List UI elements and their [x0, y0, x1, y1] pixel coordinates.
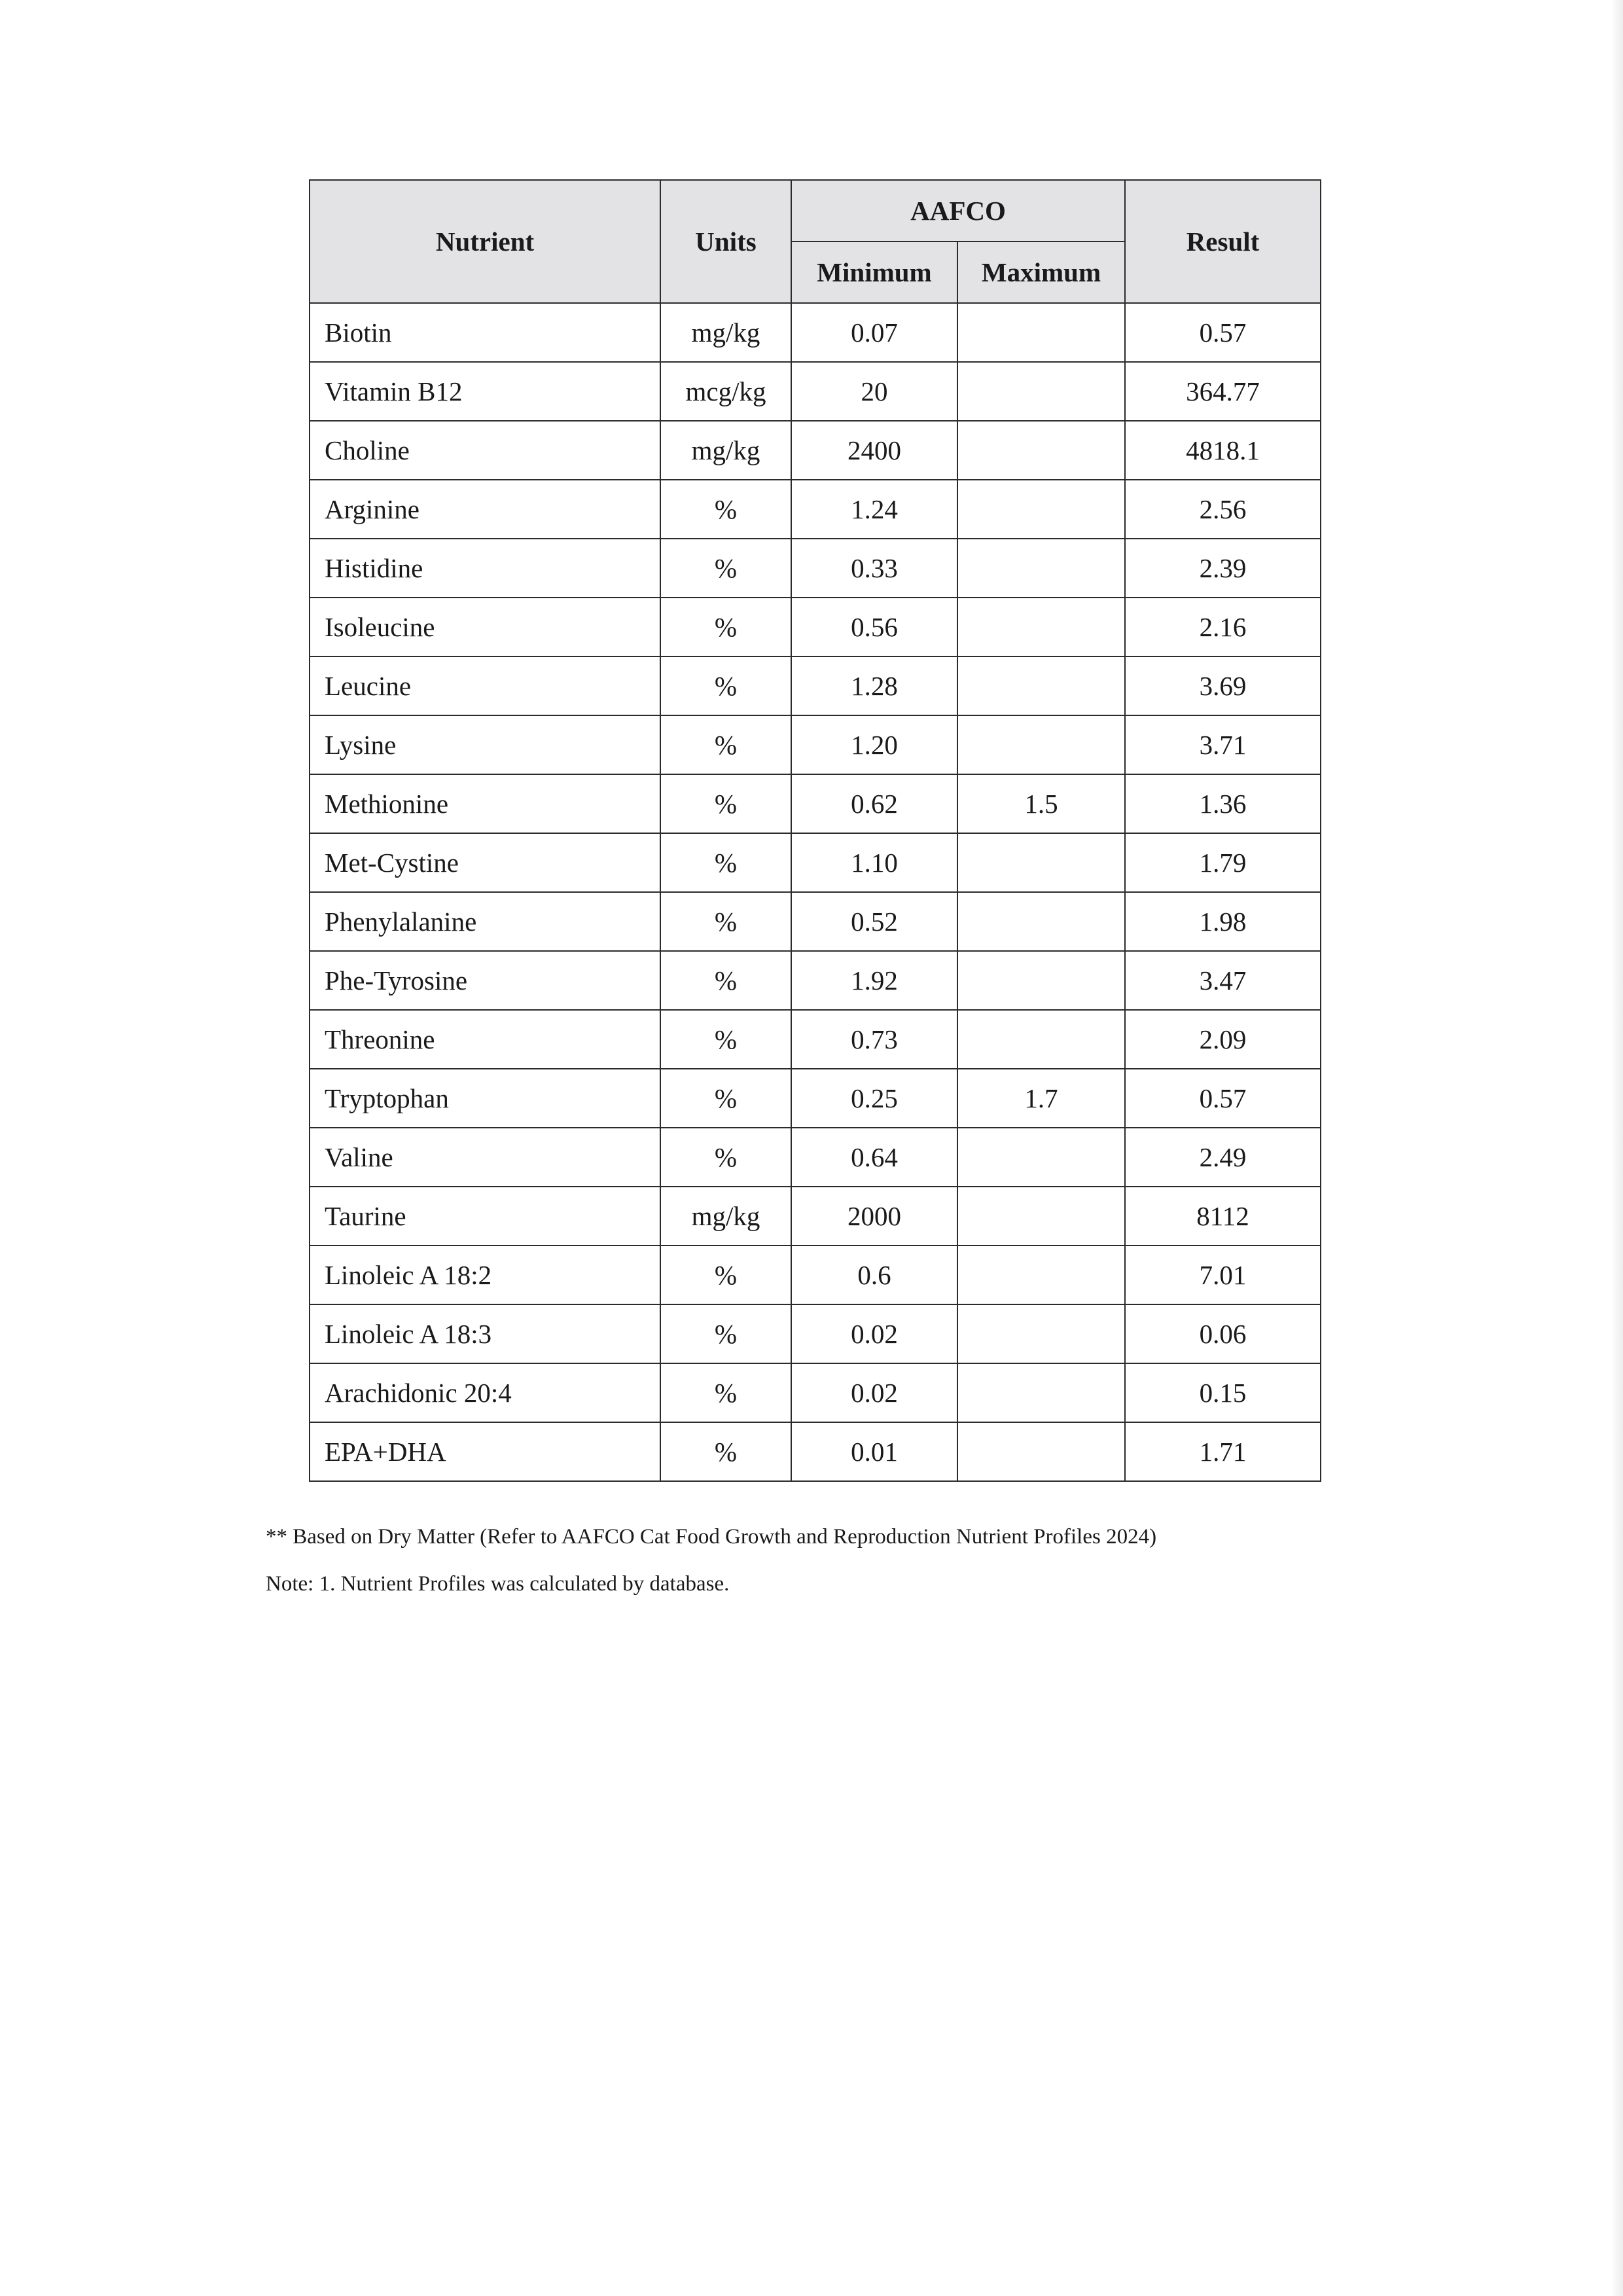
table-row: [310, 951, 1321, 1010]
table-header: [310, 180, 1321, 303]
cell-units: %: [660, 656, 791, 715]
cell-minimum: 20: [791, 362, 957, 421]
cell-maximum: [957, 1010, 1125, 1069]
table-row: [310, 892, 1321, 951]
table-row: [310, 1128, 1321, 1187]
cell-result: 2.49: [1125, 1128, 1321, 1187]
cell-nutrient: Biotin: [310, 303, 660, 362]
cell-maximum: [957, 892, 1125, 951]
cell-minimum: 1.24: [791, 480, 957, 539]
table-row: [310, 774, 1321, 833]
cell-units: mcg/kg: [660, 362, 791, 421]
cell-maximum: [957, 1304, 1125, 1363]
table-row: [310, 1010, 1321, 1069]
cell-minimum: 0.52: [791, 892, 957, 951]
cell-result: 4818.1: [1125, 421, 1321, 480]
cell-maximum: [957, 1363, 1125, 1422]
table-row: [310, 303, 1321, 362]
cell-maximum: [957, 1187, 1125, 1246]
scan-edge-shadow: [1611, 0, 1623, 2296]
table-row: [310, 598, 1321, 656]
cell-nutrient: Taurine: [310, 1187, 660, 1246]
cell-nutrient: Lysine: [310, 715, 660, 774]
cell-minimum: 1.10: [791, 833, 957, 892]
cell-minimum: 0.73: [791, 1010, 957, 1069]
cell-result: 1.79: [1125, 833, 1321, 892]
cell-nutrient: Choline: [310, 421, 660, 480]
table-row: [310, 362, 1321, 421]
cell-units: %: [660, 1128, 791, 1187]
header-nutrient: Nutrient: [310, 180, 660, 303]
cell-result: 0.57: [1125, 303, 1321, 362]
note: Note: 1. Nutrient Profiles was calculated by database.: [266, 1572, 730, 1596]
table-row: [310, 1363, 1321, 1422]
cell-minimum: 1.28: [791, 656, 957, 715]
cell-minimum: 1.20: [791, 715, 957, 774]
table-row: [310, 421, 1321, 480]
cell-units: %: [660, 1010, 791, 1069]
cell-units: %: [660, 539, 791, 598]
cell-maximum: [957, 951, 1125, 1010]
cell-nutrient: Methionine: [310, 774, 660, 833]
cell-maximum: [957, 539, 1125, 598]
cell-units: %: [660, 715, 791, 774]
cell-nutrient: Linoleic A 18:2: [310, 1246, 660, 1304]
cell-nutrient: EPA+DHA: [310, 1422, 660, 1481]
cell-minimum: 2000: [791, 1187, 957, 1246]
cell-units: %: [660, 1363, 791, 1422]
nutrient-table: [309, 179, 1321, 1482]
cell-units: %: [660, 1246, 791, 1304]
cell-maximum: 1.5: [957, 774, 1125, 833]
cell-nutrient: Threonine: [310, 1010, 660, 1069]
cell-result: 2.56: [1125, 480, 1321, 539]
cell-result: 364.77: [1125, 362, 1321, 421]
footnote: ** Based on Dry Matter (Refer to AAFCO Cat Food Growth and Reproduction Nutrient Profiles 2024): [266, 1525, 1157, 1549]
cell-nutrient: Tryptophan: [310, 1069, 660, 1128]
cell-result: 2.09: [1125, 1010, 1321, 1069]
cell-minimum: 0.64: [791, 1128, 957, 1187]
cell-maximum: [957, 598, 1125, 656]
header-aafco: AAFCO: [791, 180, 1125, 242]
cell-nutrient: Isoleucine: [310, 598, 660, 656]
cell-nutrient: Valine: [310, 1128, 660, 1187]
cell-units: mg/kg: [660, 303, 791, 362]
table-row: [310, 1069, 1321, 1128]
cell-units: %: [660, 892, 791, 951]
cell-nutrient: Vitamin B12: [310, 362, 660, 421]
cell-result: 0.57: [1125, 1069, 1321, 1128]
cell-units: %: [660, 951, 791, 1010]
table-row: [310, 480, 1321, 539]
cell-units: %: [660, 1069, 791, 1128]
cell-result: 0.06: [1125, 1304, 1321, 1363]
cell-maximum: [957, 715, 1125, 774]
cell-minimum: 0.07: [791, 303, 957, 362]
header-maximum: Maximum: [957, 242, 1125, 303]
cell-units: %: [660, 1304, 791, 1363]
cell-result: 2.39: [1125, 539, 1321, 598]
cell-result: 1.36: [1125, 774, 1321, 833]
cell-units: mg/kg: [660, 421, 791, 480]
table-body: [310, 303, 1321, 1481]
table-row: [310, 1246, 1321, 1304]
cell-minimum: 0.01: [791, 1422, 957, 1481]
table-row: [310, 1187, 1321, 1246]
cell-nutrient: Met-Cystine: [310, 833, 660, 892]
table-row: [310, 1304, 1321, 1363]
cell-minimum: 0.02: [791, 1363, 957, 1422]
table-row: [310, 715, 1321, 774]
cell-maximum: [957, 362, 1125, 421]
cell-maximum: [957, 656, 1125, 715]
cell-units: %: [660, 598, 791, 656]
header-result: Result: [1125, 180, 1321, 303]
cell-maximum: [957, 421, 1125, 480]
cell-maximum: [957, 480, 1125, 539]
cell-maximum: [957, 1422, 1125, 1481]
cell-result: 3.71: [1125, 715, 1321, 774]
cell-minimum: 2400: [791, 421, 957, 480]
cell-result: 3.69: [1125, 656, 1321, 715]
cell-result: 0.15: [1125, 1363, 1321, 1422]
table-row: [310, 833, 1321, 892]
cell-minimum: 0.6: [791, 1246, 957, 1304]
cell-units: %: [660, 774, 791, 833]
cell-minimum: 1.92: [791, 951, 957, 1010]
cell-minimum: 0.56: [791, 598, 957, 656]
cell-result: 1.71: [1125, 1422, 1321, 1481]
header-units: Units: [660, 180, 791, 303]
cell-units: %: [660, 480, 791, 539]
cell-result: 8112: [1125, 1187, 1321, 1246]
cell-nutrient: Linoleic A 18:3: [310, 1304, 660, 1363]
cell-maximum: [957, 1246, 1125, 1304]
cell-nutrient: Phe-Tyrosine: [310, 951, 660, 1010]
table-row: [310, 1422, 1321, 1481]
cell-nutrient: Phenylalanine: [310, 892, 660, 951]
cell-minimum: 0.33: [791, 539, 957, 598]
cell-minimum: 0.62: [791, 774, 957, 833]
cell-nutrient: Leucine: [310, 656, 660, 715]
cell-maximum: [957, 833, 1125, 892]
cell-nutrient: Arginine: [310, 480, 660, 539]
table-row: [310, 656, 1321, 715]
cell-units: %: [660, 1422, 791, 1481]
cell-maximum: 1.7: [957, 1069, 1125, 1128]
cell-maximum: [957, 303, 1125, 362]
cell-nutrient: Histidine: [310, 539, 660, 598]
cell-units: %: [660, 833, 791, 892]
cell-nutrient: Arachidonic 20:4: [310, 1363, 660, 1422]
cell-units: mg/kg: [660, 1187, 791, 1246]
cell-result: 1.98: [1125, 892, 1321, 951]
cell-result: 2.16: [1125, 598, 1321, 656]
cell-result: 7.01: [1125, 1246, 1321, 1304]
table-row: [310, 539, 1321, 598]
cell-result: 3.47: [1125, 951, 1321, 1010]
header-minimum: Minimum: [791, 242, 957, 303]
cell-minimum: 0.02: [791, 1304, 957, 1363]
cell-maximum: [957, 1128, 1125, 1187]
cell-minimum: 0.25: [791, 1069, 957, 1128]
